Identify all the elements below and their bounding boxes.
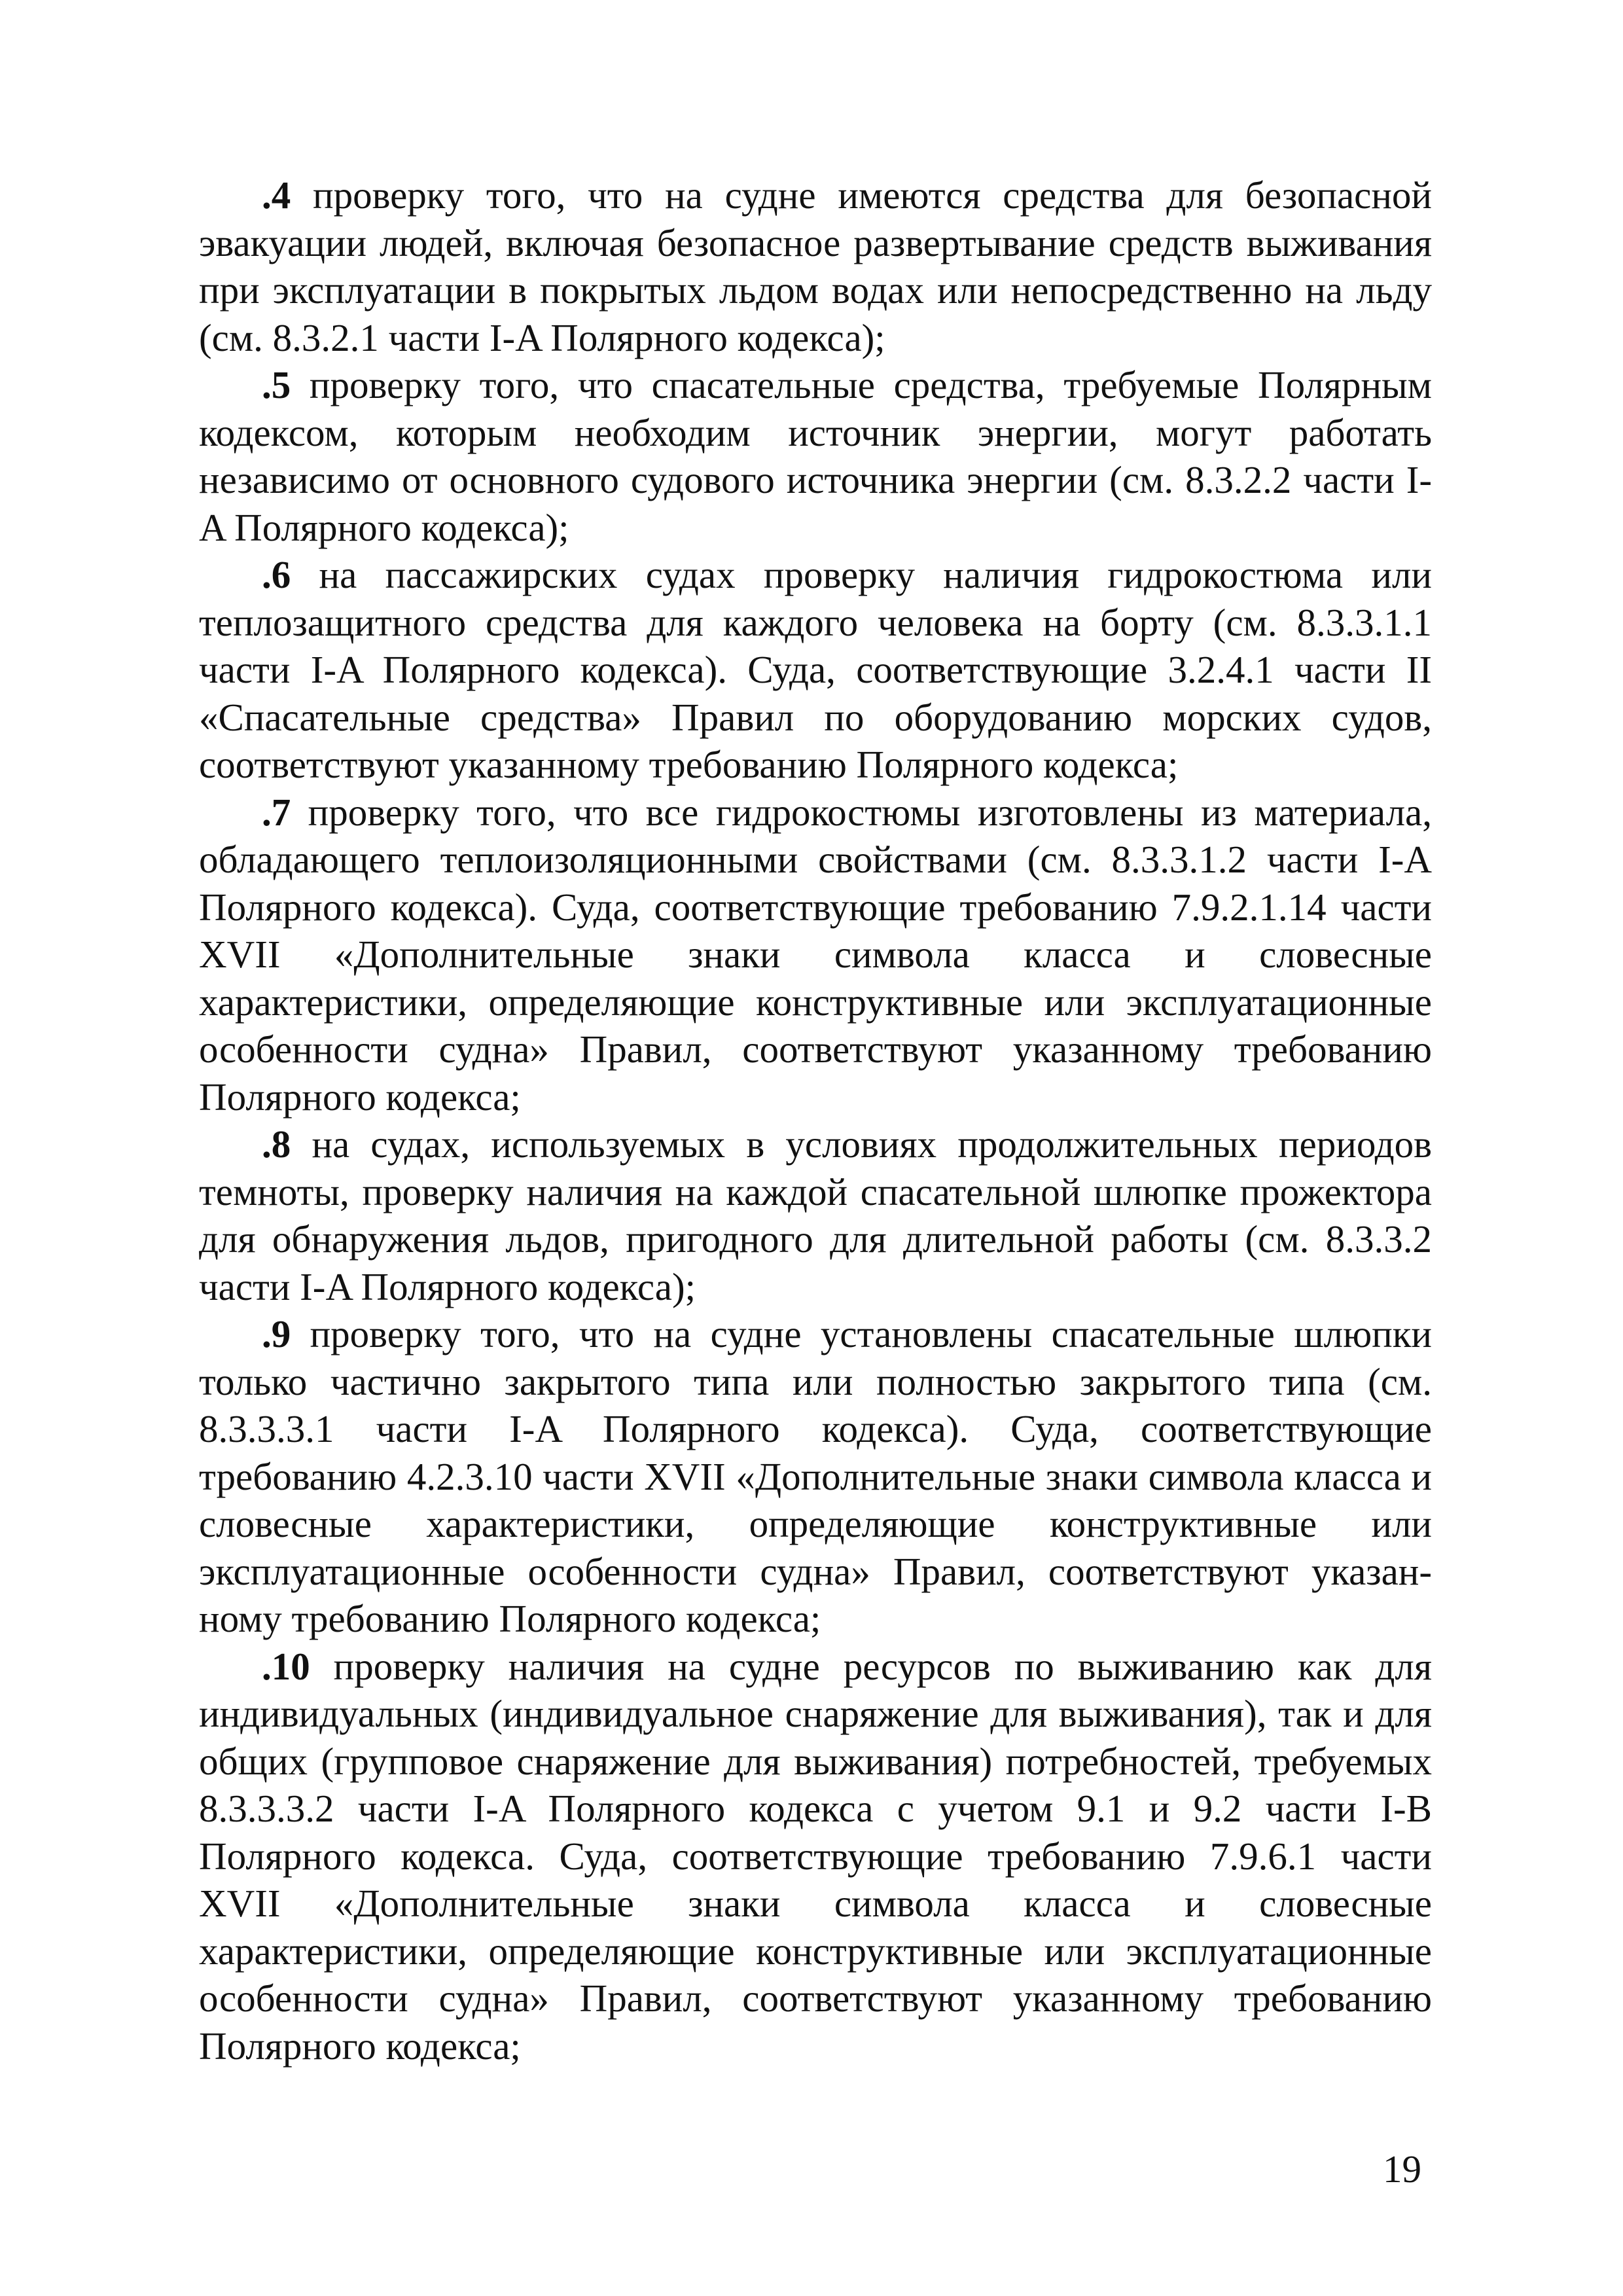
item-number: .8 [262,1122,291,1166]
item-text: проверку того, что на судне имеются средства для безопасной эвакуации людей, включая безопасное развертывание средств выживания при эксплуатации в покрытых льдом водах или непосредственно на льду (см. 8.3.2.1 части I-A Полярного кодекса); [199,173,1432,359]
item-number: .7 [262,790,291,834]
list-item-4 [199,171,1432,361]
list-item-9 [199,1310,1432,1643]
item-text: на судах, используемых в условиях продолжительных периодов темноты, проверку наличия на каждой спасательной шлюпке прожектора для обнаружения льдов, пригодного для длительной работы (см. 8.3.3.2 части I-A Полярного кодекса); [199,1122,1432,1308]
list-item-7 [199,789,1432,1121]
list-item-5 [199,361,1432,551]
list-item-6 [199,551,1432,789]
list-item-8 [199,1121,1432,1310]
list-item-10 [199,1643,1432,2070]
item-text: проверку наличия на судне ресурсов по выживанию как для индивидуальных (индивидуальное снаряжение для выживания), так и для общих (групповое снаряжение для выживания) потребностей, требуемых 8.3.3.3.2 части I-A Полярного кодекса с учетом 9.1 и 9.2 части I-B Полярного кодекса. Суда, соответствующие требованию 7.9.6.1 части XVII «Дополнительные знаки символа класса и словесные характеристики, определяющие конструктивные или эксплуатационные особенности судна» Правил, соответствуют указанному требованию Полярного кодекса; [199,1644,1432,2068]
item-number: .5 [262,363,291,406]
item-number: .9 [262,1312,291,1355]
page-number: 19 [1383,2147,1421,2191]
item-text: проверку того, что на судне установлены спасательные шлюпки только частично закрытого типа или полностью закрытого типа (см. 8.3.3.3.1 части I-A Полярного кодекса). Суда, соответствующие требованию 4.2.3.10 части XVII «Дополнительные знаки символа класса и словесные характеристики, определяющие конструктивные или эксплуатационные особенности судна» Правил, соответствуют указанному требованию Полярного кодекса; [199,1312,1432,1640]
item-text: на пассажирских судах проверку наличия гидрокостюма или теплозащитного средства для каждого человека на борту (см. 8.3.3.1.1 части I-A Полярного кодекса). Суда, соответствующие 3.2.4.1 части II «Спасательные средства» Правил по оборудованию морских судов, соответствуют указанному требованию Полярного кодекса; [199,553,1432,786]
body-text [199,171,1432,2070]
item-number: .10 [262,1644,310,1688]
item-number: .4 [262,173,291,217]
item-text: проверку того, что спасательные средства, требуемые Полярным кодексом, которым необходим источник энергии, могут работать независимо от основного судового источника энергии (см. 8.3.2.2 части I-A Полярного кодекса); [199,363,1432,549]
item-text: проверку того, что все гидрокостюмы изготовлены из материала, обладающего теплоизоляционными свойствами (см. 8.3.3.1.2 части I-A Полярного кодекса). Суда, соответствующие требованию 7.9.2.1.14 части XVII «Дополнительные знаки символа класса и словесные характеристики, определяющие конструктивные или эксплуатационные особенности судна» Правил, соответствуют указанному требованию Полярного кодекса; [199,790,1432,1119]
item-number: .6 [262,553,291,596]
